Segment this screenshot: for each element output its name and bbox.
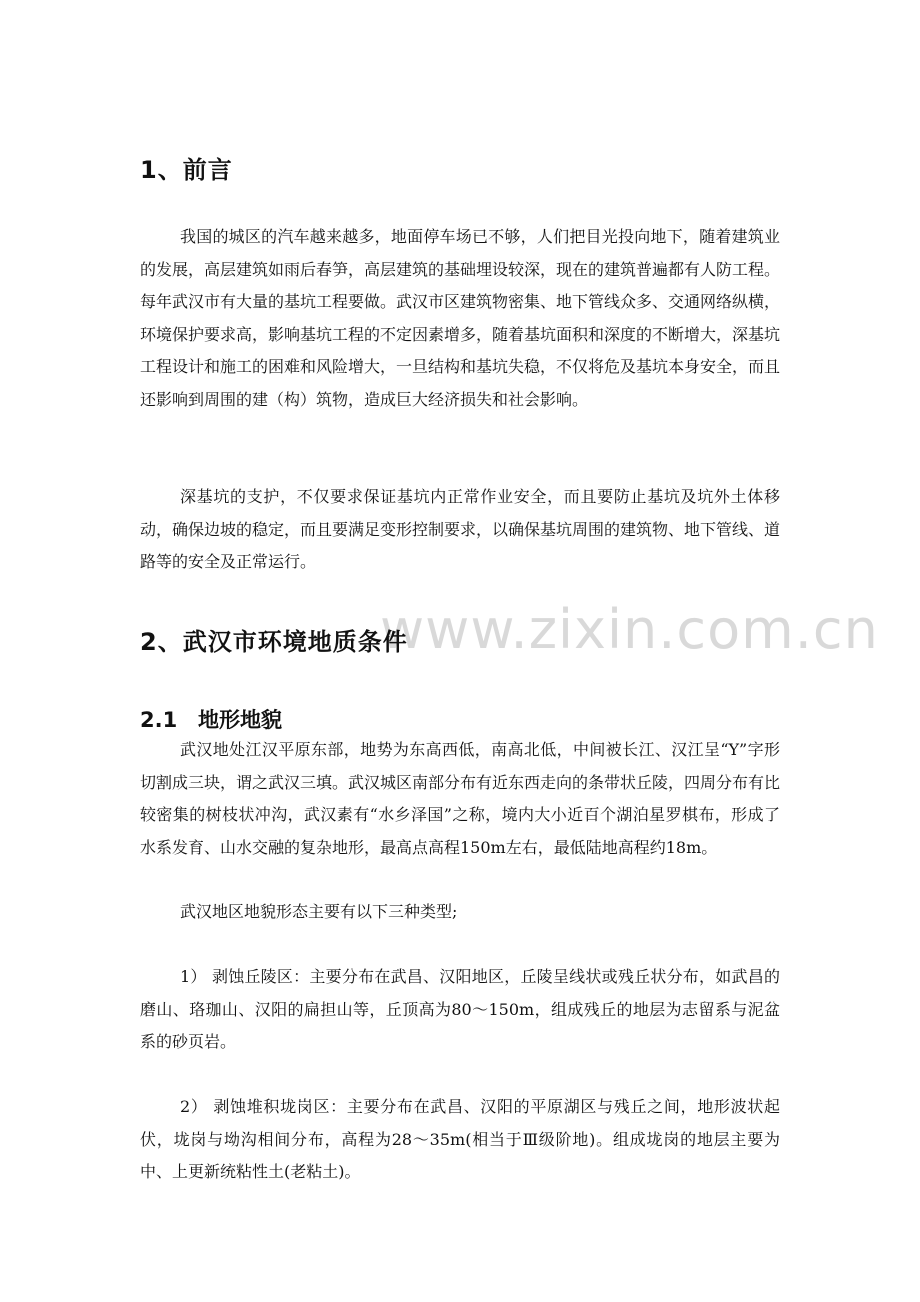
section-1-heading: 1、前言 <box>140 156 233 184</box>
section-1-paragraph-2: 深基坑的支护，不仅要求保证基坑内正常作业安全，而且要防止基坑及坑外土体移动，确保边坡的稳定，而且要满足变形控制要求，以确保基坑周围的建筑物、地下管线、道路等的安全及正常运行。 <box>140 487 781 571</box>
watermark: www.zixin.com.cn <box>380 598 879 661</box>
section-2-1-number: 2.1 <box>140 708 178 732</box>
section-2-1-list-item-2: 2） 剥蚀堆积垅岗区：主要分布在武昌、汉阳的平原湖区与残丘之间，地形波状起伏，垅岗与坳沟相间分布，高程为28～35m(相当于Ⅲ级阶地)。组成垅岗的地层主要为中、上更新统粘性土(老粘土)。 <box>140 1097 780 1181</box>
section-2-1-list-item-1: 1） 剥蚀丘陵区：主要分布在武昌、汉阳地区，丘陵呈线状或残丘状分布，如武昌的磨山、珞珈山、汉阳的扁担山等，丘顶高为80～150m，组成残丘的地层为志留系与泥盆系的砂页岩。 <box>140 967 780 1051</box>
section-2-1-paragraph-1: 武汉地处江汉平原东部，地势为东高西低，南高北低，中间被长江、汉江呈“Y”字形切割成三块，谓之武汉三填。武汉城区南部分布有近东西走向的条带状丘陵，四周分布有比较密集的树枝状冲沟，武汉素有“水乡泽国”之称，境内大小近百个湖泊星罗棋布，形成了水系发育、山水交融的复杂地形，最高点高程150m左右，最低陆地高程约18m。 <box>140 740 781 857</box>
section-2-heading: 2、武汉市环境地质条件 <box>140 628 408 656</box>
section-2-1-title: 地形地貌 <box>198 708 282 732</box>
section-2-1-paragraph-2: 武汉地区地貌形态主要有以下三种类型; <box>180 902 458 921</box>
section-1-paragraph-1: 我国的城区的汽车越来越多，地面停车场已不够，人们把目光投向地下，随着建筑业的发展，高层建筑如雨后春笋，高层建筑的基础埋设较深，现在的建筑普遍都有人防工程。每年武汉市有大量的基坑工程要做。武汉市区建筑物密集、地下管线众多、交通网络纵横，环境保护要求高，影响基坑工程的不定因素增多，随着基坑面积和深度的不断增大，深基坑工程设计和施工的困难和风险增大，一旦结构和基坑失稳，不仅将危及基坑本身安全，而且还影响到周围的建（构）筑物，造成巨大经济损失和社会影响。 <box>140 227 781 409</box>
section-2-1-heading <box>140 704 282 734</box>
